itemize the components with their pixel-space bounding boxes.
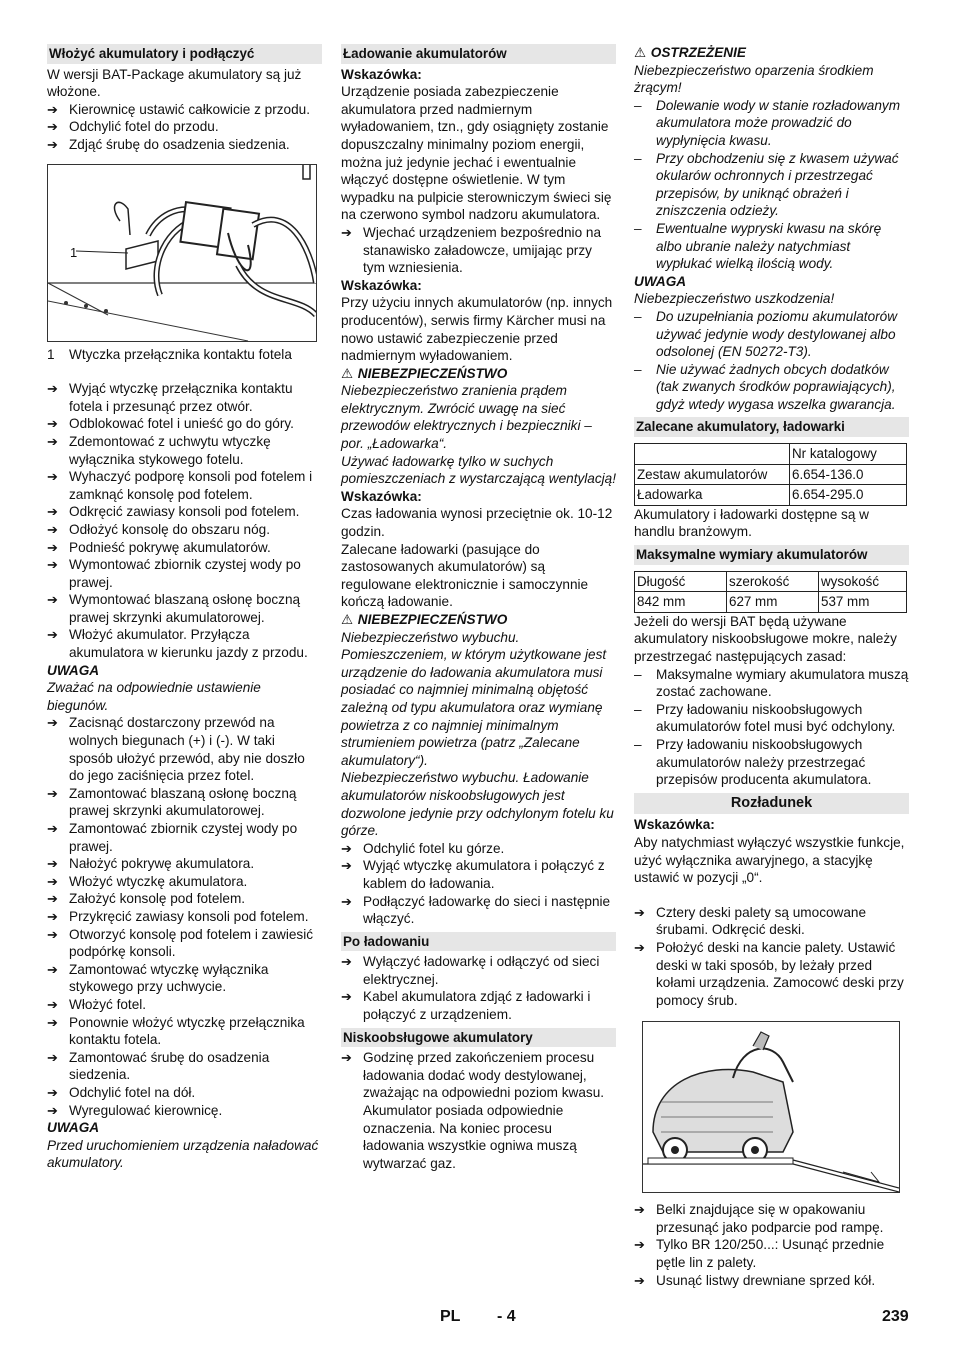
note-text: Przy użyciu innych akumulatorów (np. innych producentów), serwis firmy Kärcher musi na nowo ustawić zabezpieczenie przed nadmiernym wyładowaniem. xyxy=(341,295,613,364)
warning-triangle-icon: ⚠ xyxy=(341,612,354,627)
note-text: Zalecane ładowarki (pasujące do zastosowanych akumulatorów) są regulowane elektronicznie i samoczynnie kończą ładowanie. xyxy=(341,541,589,610)
seat-plug-illustration xyxy=(48,165,316,341)
step-text: Włożyć akumulator. Przyłącza akumulatora w kierunku jazdy z przodu. xyxy=(69,627,308,661)
paragraph: W wersji BAT-Package akumulatory są już włożone. xyxy=(47,66,302,100)
notice-text: Zważać na odpowiednie ustawienie biegunów. xyxy=(47,680,261,713)
step-list xyxy=(341,840,616,928)
table-cell: 6.654-295.0 xyxy=(790,485,907,506)
table-cell: 627 mm xyxy=(727,592,819,613)
arrow-icon: ➔ xyxy=(341,858,352,874)
list-text: Maksymalne wymiary akumulatora muszą zostać zachowane. xyxy=(656,666,909,700)
step-item xyxy=(47,503,322,521)
figure-caption xyxy=(47,346,322,364)
arrow-icon: ➔ xyxy=(341,1050,352,1066)
warning-triangle-icon: ⚠ xyxy=(634,45,647,60)
arrow-icon: ➔ xyxy=(47,1102,58,1118)
section-heading: Włożyć akumulatory i podłączyć xyxy=(47,44,322,64)
danger-text: Niebezpieczeństwo wybuchu. Ładowanie akumulatorów niskoobsługowych jest dozwolone jedynie przy odchylonym fotelu ku górze. xyxy=(341,770,614,839)
step-text: Włożyć fotel. xyxy=(69,996,147,1012)
arrow-icon: ➔ xyxy=(47,521,58,537)
step-item xyxy=(634,1201,909,1236)
step-item xyxy=(341,857,616,892)
step-text: Wyłączyć ładowarkę i odłączyć od sieci elektrycznej. xyxy=(363,954,600,987)
arrow-icon: ➔ xyxy=(47,715,58,731)
arrow-icon: ➔ xyxy=(341,893,352,909)
step-item xyxy=(47,556,322,591)
note-title: Wskazówka: xyxy=(341,488,422,504)
unloading-figure xyxy=(642,1021,900,1193)
caption-text: Wtyczka przełącznika kontaktu fotela xyxy=(69,346,292,362)
step-item xyxy=(341,224,616,277)
list-text: Dolewanie wody w stanie rozładowanym akumulatora może prowadzić do wypłynięcia kwasu. xyxy=(656,97,901,148)
table-cell: wysokość xyxy=(819,571,907,592)
step-text: Przykręcić zawiasy konsoli pod fotelem. xyxy=(69,908,309,924)
step-item xyxy=(634,1236,909,1271)
table-cell: Ładowarka xyxy=(635,485,790,506)
table-cell: 842 mm xyxy=(635,592,727,613)
step-item xyxy=(341,988,616,1023)
step-item xyxy=(47,433,322,468)
step-item xyxy=(47,539,322,557)
step-item xyxy=(47,1084,322,1102)
step-text: Odchylić fotel ku górze. xyxy=(363,840,505,856)
note-text: Czas ładowania wynosi przeciętnie ok. 10-12 godzin. xyxy=(341,506,613,540)
step-text: Odblokować fotel i unieść go do góry. xyxy=(69,416,294,432)
step-text: Godzinę przed zakończeniem procesu ładowania dodać wody destylowanej, zważając na odpowiedni poziom kwasu. Akumulator posiada odpowiednie oznaczenia. Na koniec procesu ładowania wszystkie ogniwa muszą wytwarzać gaz. xyxy=(363,1050,605,1171)
step-text: Zdemontować z uchwytu wtyczkę wyłącznika stykowego fotelu. xyxy=(69,433,271,467)
column-1 xyxy=(47,44,322,1172)
table-cell: Zestaw akumulatorów xyxy=(635,464,790,485)
list-text: Przy ładowaniu niskoobsługowych akumulatorów fotel musi być odchylony. xyxy=(656,701,896,735)
table-cell: 6.654-136.0 xyxy=(790,464,907,485)
list-item xyxy=(634,308,909,361)
step-text: Zdjąć śrubę do osadzenia siedzenia. xyxy=(69,136,290,152)
note-title: Wskazówka: xyxy=(634,817,715,833)
step-item xyxy=(47,873,322,891)
arrow-icon: ➔ xyxy=(47,381,58,397)
table-row xyxy=(635,464,907,485)
arrow-icon: ➔ xyxy=(47,785,58,801)
note-text: Aby natychmiast wyłączyć wszystkie funkcje, użyć wyłącznika awaryjnego, a stacyjkę ustawić w pozycji „0“. xyxy=(634,834,905,886)
step-item xyxy=(47,961,322,996)
step-text: Wyhaczyć podporę konsoli pod fotelem i zamknąć konsolę pod fotelem. xyxy=(69,469,313,502)
step-text: Zamontować śrubę do osadzenia siedzenia. xyxy=(69,1049,270,1083)
arrow-icon: ➔ xyxy=(47,539,58,555)
dash-bullet: – xyxy=(634,361,642,377)
warning-text: Niebezpieczeństwo oparzenia środkiem żrącym! xyxy=(634,62,874,96)
arrow-icon: ➔ xyxy=(47,1084,58,1100)
step-item xyxy=(47,855,322,873)
step-item xyxy=(47,521,322,539)
list-item xyxy=(634,701,909,736)
arrow-icon: ➔ xyxy=(47,136,58,152)
step-list xyxy=(341,953,616,1023)
list-text: Przy ładowaniu niskoobsługowych akumulatorów należy przestrzegać przepisów producenta akumulatora. xyxy=(656,736,872,788)
notice-text: Przed uruchomieniem urządzenia naładować akumulatory. xyxy=(47,1137,319,1171)
step-text: Zamontować wtyczkę wyłącznika stykowego przy uchwycie. xyxy=(69,961,269,995)
step-text: Odłożyć konsolę do obszaru nóg. xyxy=(69,521,271,537)
danger-title: ⚠ NIEBEZPIECZEŃSTWO xyxy=(341,365,508,381)
notice-title: UWAGA xyxy=(47,1120,100,1136)
arrow-icon: ➔ xyxy=(341,224,352,240)
arrow-icon: ➔ xyxy=(47,119,58,135)
step-list xyxy=(634,904,909,1010)
step-item xyxy=(634,939,909,1009)
list-item xyxy=(634,736,909,789)
table-cell: 537 mm xyxy=(819,592,907,613)
notice-title: UWAGA xyxy=(634,273,687,289)
note-title: Wskazówka: xyxy=(341,66,422,82)
warning-title: ⚠ OSTRZEŻENIE xyxy=(634,45,746,60)
dash-bullet: – xyxy=(634,150,642,166)
step-text: Tylko BR 120/250...: Usunąć przednie pętle lin z palety. xyxy=(656,1237,885,1271)
notice-text: Niebezpieczeństwo uszkodzenia! xyxy=(634,291,835,307)
table-row xyxy=(635,592,907,613)
arrow-icon: ➔ xyxy=(634,1237,645,1253)
footer-page-number: 239 xyxy=(882,1308,909,1325)
arrow-icon: ➔ xyxy=(47,856,58,872)
step-list xyxy=(47,101,322,154)
step-item xyxy=(341,893,616,928)
step-list xyxy=(47,380,322,662)
table-cell xyxy=(635,444,790,465)
arrow-icon: ➔ xyxy=(47,101,58,117)
danger-text: Używać ładowarkę tylko w suchych pomieszczeniach z wystarczającą wentylacją! xyxy=(341,453,617,487)
step-item xyxy=(47,118,322,136)
caption-number: 1 xyxy=(47,346,55,362)
step-item xyxy=(341,1049,616,1172)
step-text: Wymontować blaszaną osłonę boczną prawej skrzynki akumulatorowej. xyxy=(69,592,301,625)
arrow-icon: ➔ xyxy=(341,840,352,856)
step-text: Usunąć listwy drewniane sprzed kół. xyxy=(656,1272,876,1288)
step-text: Belki znajdujące się w opakowaniu przesunąć jako podparcie pod rampę. xyxy=(656,1202,884,1235)
step-list xyxy=(47,714,322,1119)
machine-ramp-illustration xyxy=(643,1022,899,1192)
list-item xyxy=(634,361,909,414)
section-heading: Po ładowaniu xyxy=(341,932,616,952)
step-text: Kierownicę ustawić całkowicie z przodu. xyxy=(69,101,311,117)
column-3 xyxy=(634,44,909,1289)
arrow-icon: ➔ xyxy=(47,433,58,449)
step-item xyxy=(47,1014,322,1049)
figure-callout: 1 xyxy=(70,244,78,260)
dash-bullet: – xyxy=(634,220,642,236)
arrow-icon: ➔ xyxy=(47,504,58,520)
dash-bullet: – xyxy=(634,308,642,324)
arrow-icon: ➔ xyxy=(47,926,58,942)
step-text: Wymontować zbiornik czystej wody po prawej. xyxy=(69,557,301,590)
step-text: Położyć deski na kancie palety. Ustawić deski w taki sposób, by leżały przed kołami urządzenia. Zamocowć deski przy pomocy śrub. xyxy=(656,939,904,1008)
step-item xyxy=(47,380,322,415)
step-text: Odkręcić zawiasy konsoli pod fotelem. xyxy=(69,504,300,520)
arrow-icon: ➔ xyxy=(47,891,58,907)
step-text: Cztery deski palety są umocowane śrubami. Odkręcić deski. xyxy=(656,904,867,938)
dash-list xyxy=(634,97,909,273)
section-heading: Rozładunek xyxy=(634,793,909,815)
step-item xyxy=(47,926,322,961)
step-text: Zamontować zbiornik czystej wody po prawej. xyxy=(69,821,298,854)
step-text: Zacisnąć dostarczony przewód na wolnych biegunach (+) i (-). W taki sposób ułożyć przewód, aby nie doszło do jego zaciśnięcia przez fotel. xyxy=(69,715,305,784)
step-item xyxy=(47,136,322,154)
step-text: Wyjąć wtyczkę akumulatora i połączyć z kablem do ładowania. xyxy=(363,858,605,891)
arrow-icon: ➔ xyxy=(47,821,58,836)
dash-list xyxy=(634,308,909,414)
step-list xyxy=(634,1201,909,1289)
arrow-icon: ➔ xyxy=(47,908,58,924)
list-item xyxy=(634,666,909,701)
arrow-icon: ➔ xyxy=(634,1202,645,1218)
list-text: Nie używać żadnych obcych dodatków (tak zwanych środków poprawiających), gdyż wtedy wygasa wszelka gwarancja. xyxy=(656,361,896,412)
table-cell: Długość xyxy=(635,571,727,592)
danger-text: Niebezpieczeństwo zranienia prądem elektrycznym. Zwrócić uwagę na sieć przewodów elektrycznych i bezpieczniki – por. „Ładowarka“. xyxy=(341,383,592,452)
table-cell: szerokość xyxy=(727,571,819,592)
arrow-icon: ➔ xyxy=(47,469,58,485)
table-header-row xyxy=(635,571,907,592)
footer-local-page: - 4 xyxy=(497,1308,516,1325)
dash-bullet: – xyxy=(634,736,642,752)
danger-text: Niebezpieczeństwo wybuchu. Pomieszczeniem, w którym użytkowane jest urządzenie do ładowania akumulatora musi posiadać co najmniej minimalną objętość zależną od typu akumulatora oraz wymianę powietrza z co najmniej minimalnym strumieniem powietrza (patrz „Zalecane akumulatory“). xyxy=(341,629,607,768)
table-row xyxy=(635,485,907,506)
warning-triangle-icon: ⚠ xyxy=(341,365,354,381)
note-title: Wskazówka: xyxy=(341,277,422,293)
table-note: Akumulatory i ładowarki dostępne są w handlu branżowym. xyxy=(634,506,869,540)
list-text: Ewentualne wypryski kwasu na skórę albo ubranie należy natychmiast wypłukać wielką ilością wody. xyxy=(656,220,882,272)
section-heading: Maksymalne wymiary akumulatorów xyxy=(634,545,909,565)
step-text: Wyregulować kierownicę. xyxy=(69,1102,223,1118)
dash-bullet: – xyxy=(634,97,642,113)
step-text: Ponownie włożyć wtyczkę przełącznika kontaktu fotela. xyxy=(69,1014,305,1048)
list-text: Przy obchodzeniu się z kwasem używać okularów ochronnych i przestrzegać przepisów, by uniknąć obrażeń i zniszczenia odzieży. xyxy=(656,150,899,219)
step-item xyxy=(47,1049,322,1084)
arrow-icon: ➔ xyxy=(47,557,58,573)
step-item xyxy=(47,415,322,433)
table-cell: Nr katalogowy xyxy=(790,444,907,465)
step-text: Wyjąć wtyczkę przełącznika kontaktu fotela i przesunąć przez otwór. xyxy=(69,381,293,414)
step-text: Zamontować blaszaną osłonę boczną prawej skrzynki akumulatorowej. xyxy=(69,785,297,819)
arrow-icon: ➔ xyxy=(47,996,58,1012)
arrow-icon: ➔ xyxy=(47,627,58,643)
arrow-icon: ➔ xyxy=(634,1272,645,1288)
step-item xyxy=(341,840,616,858)
step-item xyxy=(47,890,322,908)
danger-title: ⚠ NIEBEZPIECZEŃSTWO xyxy=(341,612,508,627)
section-heading: Ładowanie akumulatorów xyxy=(341,44,616,64)
arrow-icon: ➔ xyxy=(47,416,58,432)
footer-language: PL xyxy=(440,1308,461,1325)
step-item xyxy=(47,468,322,503)
arrow-icon: ➔ xyxy=(47,1049,58,1065)
dash-list xyxy=(634,666,909,789)
list-item xyxy=(634,150,909,220)
step-text: Odchylić fotel na dół. xyxy=(69,1084,196,1100)
step-item xyxy=(47,714,322,784)
step-item xyxy=(47,626,322,661)
list-item xyxy=(634,220,909,273)
arrow-icon: ➔ xyxy=(47,873,58,889)
step-item xyxy=(47,785,322,820)
arrow-icon: ➔ xyxy=(634,904,645,920)
step-item xyxy=(47,101,322,119)
notice-title: UWAGA xyxy=(47,662,100,678)
step-text: Kabel akumulatora zdjąć z ładowarki i połączyć z urządzeniem. xyxy=(363,989,591,1023)
step-item xyxy=(47,996,322,1014)
step-text: Otworzyć konsolę pod fotelem i zawiesić podpórkę konsoli. xyxy=(69,926,314,960)
step-item xyxy=(341,953,616,988)
step-text: Włożyć wtyczkę akumulatora. xyxy=(69,873,248,889)
seat-contact-figure xyxy=(47,164,317,342)
note-text: Urządzenie posiada zabezpieczenie akumulatora przed nadmiernym wyładowaniem, tzn., gdy osiągnięty zostanie dopuszczalny minimalny poziom energii, można już jedynie jechać i ewentualnie włączyć dostępne oświetlenie. W tym wypadku na pulpicie sterowniczym świeci się na czerwono symbol nadzoru akumulatora. xyxy=(341,84,612,223)
arrow-icon: ➔ xyxy=(47,592,58,608)
column-2 xyxy=(341,44,616,1172)
step-item xyxy=(47,1102,322,1120)
step-item xyxy=(47,908,322,926)
arrow-icon: ➔ xyxy=(341,954,352,970)
table-header-row xyxy=(635,444,907,465)
step-text: Odchylić fotel do przodu. xyxy=(69,119,219,135)
step-text: Podłączyć ładowarkę do sieci i następnie włączyć. xyxy=(363,893,611,927)
list-text: Do uzupełniania poziomu akumulatorów używać jedynie wody destylowanej albo odsolonej (EN 50272-T3). xyxy=(656,308,898,360)
step-item xyxy=(634,904,909,939)
step-text: Wjechać urządzeniem bezpośrednio na stanawisko załadowcze, umijając przy tym wzniesienia. xyxy=(363,224,602,276)
recommended-table xyxy=(634,443,907,506)
arrow-icon: ➔ xyxy=(47,961,58,977)
step-text: Założyć konsolę pod fotelem. xyxy=(69,891,246,907)
paragraph: Jeżeli do wersji BAT będą używane akumulatory niskoobsługowe mokre, należy przestrzegać następujących zasad: xyxy=(634,613,897,664)
arrow-icon: ➔ xyxy=(634,939,645,955)
arrow-icon: ➔ xyxy=(47,1014,58,1030)
arrow-icon: ➔ xyxy=(341,989,352,1005)
step-item xyxy=(634,1272,909,1290)
list-item xyxy=(634,97,909,150)
dash-bullet: – xyxy=(634,666,642,682)
step-text: Nałożyć pokrywę akumulatora. xyxy=(69,856,255,872)
dash-bullet: – xyxy=(634,701,642,717)
step-text: Podnieść pokrywę akumulatorów. xyxy=(69,539,271,555)
step-item xyxy=(47,820,322,855)
dimensions-table xyxy=(634,571,907,613)
section-heading: Zalecane akumulatory, ładowarki xyxy=(634,417,909,437)
section-heading: Niskoobsługowe akumulatory xyxy=(341,1028,616,1048)
step-item xyxy=(47,591,322,626)
